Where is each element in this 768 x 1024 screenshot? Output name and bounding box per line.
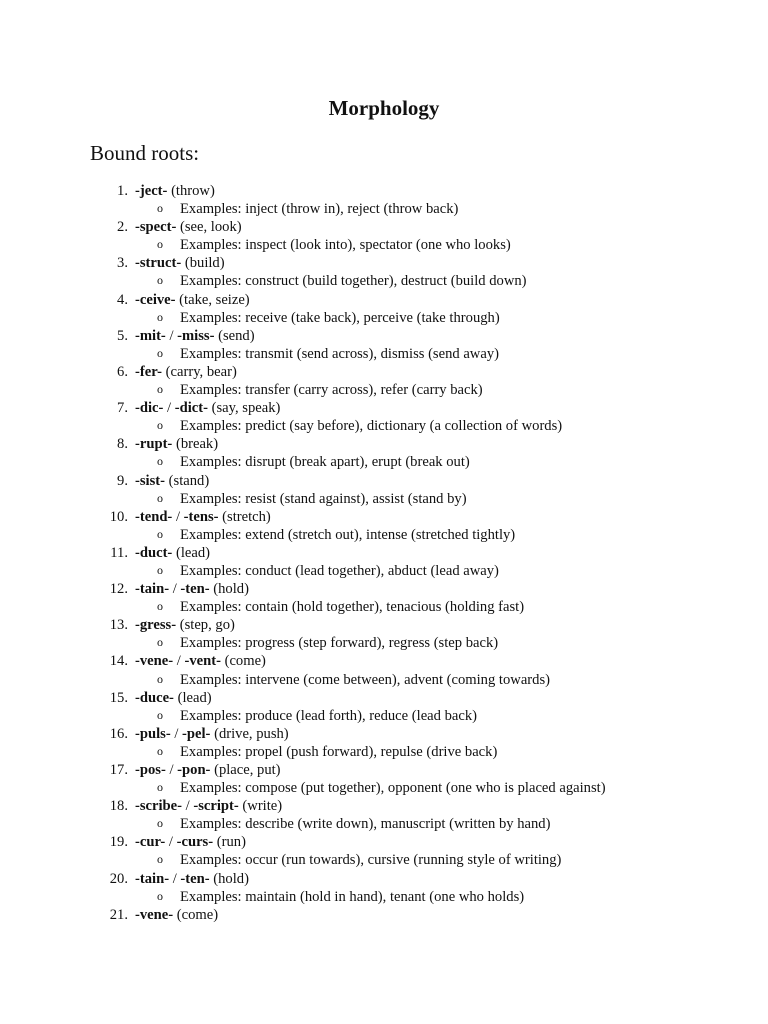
example-values: extend (stretch out), intense (stretched tightly) (245, 526, 516, 543)
root-form: -fer- (135, 363, 162, 380)
root-meaning: (come) (224, 653, 266, 670)
example-item (0, 272, 768, 290)
example-prefix: Examples: (180, 599, 246, 616)
example-values: compose (put together), opponent (one who is placed against) (245, 780, 606, 797)
example-text (180, 417, 562, 435)
root-text: -mit- / -miss- (send) (135, 327, 255, 344)
root-text: -dic- / -dict- (say, speak) (135, 400, 281, 417)
root-form: -tens- (183, 508, 219, 525)
example-values: predict (say before), dictionary (a collection of words) (245, 418, 563, 435)
bullet-icon: o (157, 273, 163, 288)
root-meaning: (come) (176, 906, 219, 923)
example-text (180, 200, 458, 218)
example-prefix: Examples: (180, 671, 246, 688)
root-text (135, 906, 218, 924)
root-item (0, 833, 768, 851)
bullet-icon: o (157, 707, 163, 722)
example-text (180, 453, 470, 471)
root-form: -miss- (177, 327, 215, 344)
root-item (0, 435, 768, 453)
bullet-icon: o (157, 780, 163, 795)
example-item (0, 345, 768, 363)
root-meaning: (lead) (177, 689, 212, 706)
example-values: transmit (send across), dismiss (send away) (245, 345, 499, 362)
example-text (180, 888, 524, 906)
root-item (0, 399, 768, 417)
example-item (0, 779, 768, 797)
root-meaning: (write) (242, 798, 283, 815)
example-item (0, 707, 768, 725)
root-item (0, 254, 768, 272)
root-form: -curs- (176, 834, 214, 851)
example-text (180, 598, 524, 616)
example-prefix: Examples: (180, 562, 246, 579)
root-text: -tain- / -ten- (hold) (135, 581, 249, 598)
example-prefix: Examples: (180, 888, 246, 905)
example-prefix: Examples: (180, 852, 246, 869)
example-item (0, 490, 768, 508)
root-form: -rupt- (135, 436, 173, 453)
example-values: inject (throw in), reject (throw back) (245, 201, 459, 218)
root-form: -pon- (177, 762, 211, 778)
root-number: 18. (109, 798, 128, 815)
bullet-icon: o (157, 562, 163, 577)
root-text: -cur- / -curs- (run) (135, 834, 246, 851)
example-text (180, 236, 511, 254)
root-text (135, 472, 209, 490)
root-item (0, 544, 768, 562)
example-values: progress (step forward), regress (step back) (245, 635, 499, 652)
root-form: -pos- (135, 762, 166, 778)
root-meaning: (step, go) (179, 617, 235, 634)
root-text: -pos- / -pon- (place, put) (135, 762, 281, 778)
root-form: -script- (193, 798, 239, 815)
root-meaning: (run) (216, 834, 246, 851)
root-text (135, 182, 215, 200)
root-text (135, 218, 242, 236)
example-prefix: Examples: (180, 635, 246, 652)
root-number: 19. (109, 834, 128, 851)
root-form: -vent- (184, 653, 221, 670)
example-prefix: Examples: (180, 526, 246, 543)
root-meaning: (build) (184, 255, 225, 272)
bullet-icon: o (157, 382, 163, 397)
root-number: 5. (117, 327, 128, 344)
root-form: -scribe- (135, 798, 183, 815)
root-text (135, 544, 210, 562)
root-meaning: (send) (218, 327, 255, 344)
root-item (0, 508, 768, 526)
example-item (0, 671, 768, 689)
root-text: -scribe- / -script- (write) (135, 798, 283, 815)
example-item (0, 815, 768, 833)
root-form: -dict- (174, 400, 208, 417)
example-text (180, 490, 467, 508)
example-item (0, 236, 768, 254)
example-item (0, 888, 768, 906)
root-number: 16. (109, 725, 128, 742)
root-text: -puls- / -pel- (drive, push) (135, 725, 289, 742)
root-number: 1. (117, 183, 128, 199)
bullet-icon: o (157, 345, 163, 360)
example-text (180, 345, 499, 363)
root-form: -spect- (135, 219, 177, 236)
example-text (180, 743, 497, 761)
root-item (0, 363, 768, 381)
root-number: 21. (109, 906, 128, 923)
root-form: -gress- (135, 617, 177, 634)
example-text (180, 634, 498, 652)
example-text (180, 381, 483, 399)
example-prefix: Examples: (180, 816, 246, 833)
root-form: -ject- (135, 183, 168, 199)
root-text (135, 689, 212, 707)
root-form: -dic- (135, 400, 164, 417)
root-form: -cur- (135, 834, 166, 851)
example-item (0, 309, 768, 327)
example-prefix: Examples: (180, 707, 246, 724)
bullet-icon: o (157, 526, 163, 541)
example-values: construct (build together), destruct (build down) (245, 273, 527, 290)
root-item (0, 652, 768, 670)
bullet-icon: o (157, 599, 163, 614)
root-item (0, 218, 768, 236)
root-form: -tain- (135, 870, 170, 887)
example-values: produce (lead forth), reduce (lead back) (245, 707, 478, 724)
bullet-icon: o (157, 237, 163, 252)
root-number: 4. (117, 291, 128, 308)
root-form: -mit- (135, 327, 166, 344)
example-item (0, 598, 768, 616)
root-item (0, 761, 768, 779)
root-number: 6. (117, 363, 128, 380)
root-number: 13. (109, 617, 128, 634)
root-meaning: (see, look) (180, 219, 242, 236)
root-item (0, 797, 768, 815)
example-prefix: Examples: (180, 309, 246, 326)
root-form: -vene- (135, 653, 174, 670)
root-item (0, 472, 768, 490)
bullet-icon: o (157, 454, 163, 469)
root-text: -vene- / -vent- (come) (135, 653, 266, 670)
root-item (0, 616, 768, 634)
example-item (0, 743, 768, 761)
bullet-icon: o (157, 852, 163, 867)
page-title: Morphology (328, 96, 440, 120)
example-prefix: Examples: (180, 345, 246, 362)
root-meaning: (throw) (171, 183, 215, 199)
example-text (180, 779, 606, 797)
root-meaning: (stretch) (222, 508, 271, 525)
example-values: describe (write down), manuscript (written by hand) (245, 816, 551, 833)
root-number: 2. (117, 219, 128, 236)
root-item (0, 327, 768, 345)
bullet-icon: o (157, 418, 163, 433)
example-prefix: Examples: (180, 418, 246, 435)
example-prefix: Examples: (180, 743, 246, 760)
example-text (180, 309, 500, 327)
root-number: 14. (109, 653, 128, 670)
root-meaning: (place, put) (214, 762, 281, 778)
root-meaning: (stand) (168, 472, 210, 489)
root-text: -tend- / -tens- (stretch) (135, 508, 271, 525)
root-item (0, 870, 768, 888)
root-form: -duce- (135, 689, 174, 706)
root-item (0, 291, 768, 309)
root-meaning: (hold) (213, 870, 249, 887)
root-meaning: (drive, push) (214, 725, 289, 742)
root-number: 3. (117, 255, 128, 272)
root-text (135, 363, 237, 381)
example-values: receive (take back), perceive (take through) (245, 309, 500, 326)
example-prefix: Examples: (180, 490, 246, 507)
root-form: -ten- (180, 870, 210, 887)
example-item (0, 453, 768, 471)
example-prefix: Examples: (180, 237, 246, 254)
example-text (180, 526, 515, 544)
example-prefix: Examples: (180, 454, 246, 471)
example-values: occur (run towards), cursive (running style of writing) (245, 852, 562, 869)
example-values: disrupt (break apart), erupt (break out) (245, 454, 470, 471)
bullet-icon: o (157, 201, 163, 216)
root-text (135, 435, 218, 453)
root-item (0, 689, 768, 707)
root-number: 20. (109, 870, 128, 887)
root-form: -ten- (180, 581, 210, 598)
example-item (0, 851, 768, 869)
root-item (0, 580, 768, 598)
root-form: -vene- (135, 906, 174, 923)
root-form: -tend- (135, 508, 173, 525)
root-item (0, 182, 768, 200)
example-prefix: Examples: (180, 201, 246, 218)
root-meaning: (break) (175, 436, 219, 453)
root-item (0, 906, 768, 924)
example-values: propel (push forward), repulse (drive back) (245, 743, 498, 760)
example-item (0, 562, 768, 580)
section-heading: Bound roots: (90, 141, 200, 165)
root-meaning: (say, speak) (211, 400, 281, 417)
example-text (180, 851, 561, 869)
bullet-icon: o (157, 816, 163, 831)
example-text (180, 707, 477, 725)
example-values: maintain (hold in hand), tenant (one who holds) (245, 888, 525, 905)
example-item (0, 200, 768, 218)
root-text: -tain- / -ten- (hold) (135, 870, 249, 887)
example-values: conduct (lead together), abduct (lead away) (245, 562, 499, 579)
root-form: -sist- (135, 472, 165, 489)
root-number: 8. (117, 436, 128, 453)
root-form: -puls- (135, 725, 171, 742)
root-text (135, 291, 250, 309)
root-meaning: (hold) (213, 581, 249, 598)
example-item (0, 381, 768, 399)
root-form: -ceive- (135, 291, 176, 308)
bullet-icon: o (157, 490, 163, 505)
root-form: -struct- (135, 255, 182, 272)
root-number: 7. (117, 400, 128, 417)
root-text (135, 616, 235, 634)
root-meaning: (lead) (175, 544, 210, 561)
example-item (0, 526, 768, 544)
example-item (0, 417, 768, 435)
root-number: 11. (110, 544, 128, 561)
root-text (135, 254, 225, 272)
example-text (180, 671, 550, 689)
bullet-icon: o (157, 888, 163, 903)
example-values: transfer (carry across), refer (carry back) (245, 382, 483, 399)
root-meaning: (carry, bear) (165, 363, 237, 380)
example-prefix: Examples: (180, 780, 246, 797)
example-prefix: Examples: (180, 382, 246, 399)
example-text (180, 815, 550, 833)
root-item (0, 725, 768, 743)
bullet-icon: o (157, 635, 163, 650)
example-text (180, 562, 499, 580)
example-values: contain (hold together), tenacious (holding fast) (245, 599, 525, 616)
root-form: -tain- (135, 581, 170, 598)
bound-roots-list (0, 182, 768, 924)
root-number: 15. (109, 689, 128, 706)
example-values: inspect (look into), spectator (one who looks) (245, 237, 511, 254)
example-text (180, 272, 527, 290)
root-number: 10. (109, 508, 128, 525)
bullet-icon: o (157, 671, 163, 686)
root-form: -duct- (135, 544, 173, 561)
bullet-icon: o (157, 743, 163, 758)
bullet-icon: o (157, 309, 163, 324)
example-item (0, 634, 768, 652)
example-values: intervene (come between), advent (coming towards) (245, 671, 550, 688)
example-prefix: Examples: (180, 273, 246, 290)
root-number: 17. (109, 762, 128, 778)
root-form: -pel- (182, 725, 211, 742)
root-number: 9. (117, 472, 128, 489)
example-values: resist (stand against), assist (stand by) (245, 490, 467, 507)
root-meaning: (take, seize) (179, 291, 250, 308)
root-number: 12. (109, 581, 128, 598)
